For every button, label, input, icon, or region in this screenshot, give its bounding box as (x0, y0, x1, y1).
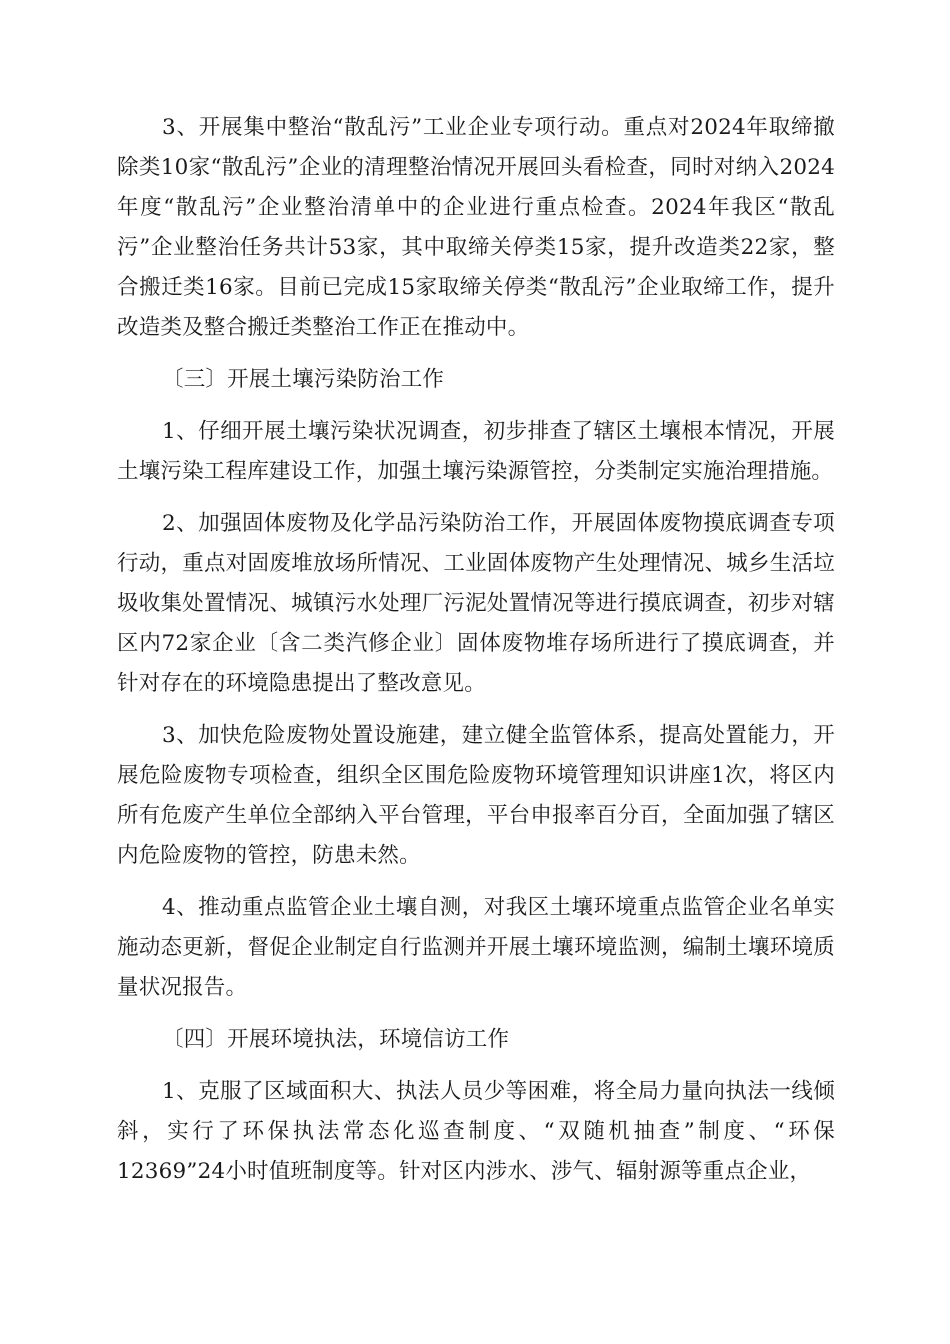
paragraph-soil-self-monitoring: 4、推动重点监管企业土壤自测，对我区土壤环境重点监管企业名单实施动态更新，督促企业制定自行监测并开展土壤环境监测，编制土壤环境质量状况报告。 (117, 895, 835, 1000)
paragraph-enforcement-measures: 1、克服了区域面积大、执法人员少等困难，将全局力量向执法一线倾斜，实行了环保执法常态化巡查制度、“双随机抽查”制度、“环保12369”24小时值班制度等。针对区内涉水、涉气、辐射源等重点企业， (117, 1079, 835, 1184)
paragraph-san-luan-wu-action: 3、开展集中整治“散乱污”工业企业专项行动。重点对2024年取缔撤除类10家“散乱污”企业的清理整治情况开展回头看检查，同时对纳入2024年度“散乱污”企业整治清单中的企业进行重点检查。2024年我区“散乱污”企业整治任务共计53家，其中取缔关停类15家，提升改造类22家，整合搬迁类16家。目前已完成15家取缔关停类“散乱污”企业取缔工作，提升改造类及整合搬迁类整治工作正在推动中。 (117, 115, 835, 340)
paragraph-solid-waste: 2、加强固体废物及化学品污染防治工作，开展固体废物摸底调查专项行动，重点对固废堆放场所情况、工业固体废物产生处理情况、城乡生活垃圾收集处置情况、城镇污水处理厂污泥处置情况等进行摸底调查，初步对辖区内72家企业〔含二类汽修企业〕固体废物堆存场所进行了摸底调查，并针对存在的环境隐患提出了整改意见。 (117, 511, 835, 696)
paragraph-hazardous-waste: 3、加快危险废物处置设施建，建立健全监管体系，提高处置能力，开展危险废物专项检查，组织全区围危险废物环境管理知识讲座1次，将区内所有危废产生单位全部纳入平台管理，平台申报率百分百，全面加强了辖区内危险废物的管控，防患未然。 (117, 723, 835, 868)
paragraph-soil-survey: 1、仔细开展土壤污染状况调查，初步排查了辖区土壤根本情况，开展土壤污染工程库建设工作，加强土壤污染源管控，分类制定实施治理措施。 (117, 419, 835, 484)
section-heading-enforcement: 〔四〕开展环境执法，环境信访工作 (162, 1027, 510, 1052)
document-page (117, 108, 835, 1192)
section-heading-soil-pollution: 〔三〕开展土壤污染防治工作 (162, 367, 445, 392)
